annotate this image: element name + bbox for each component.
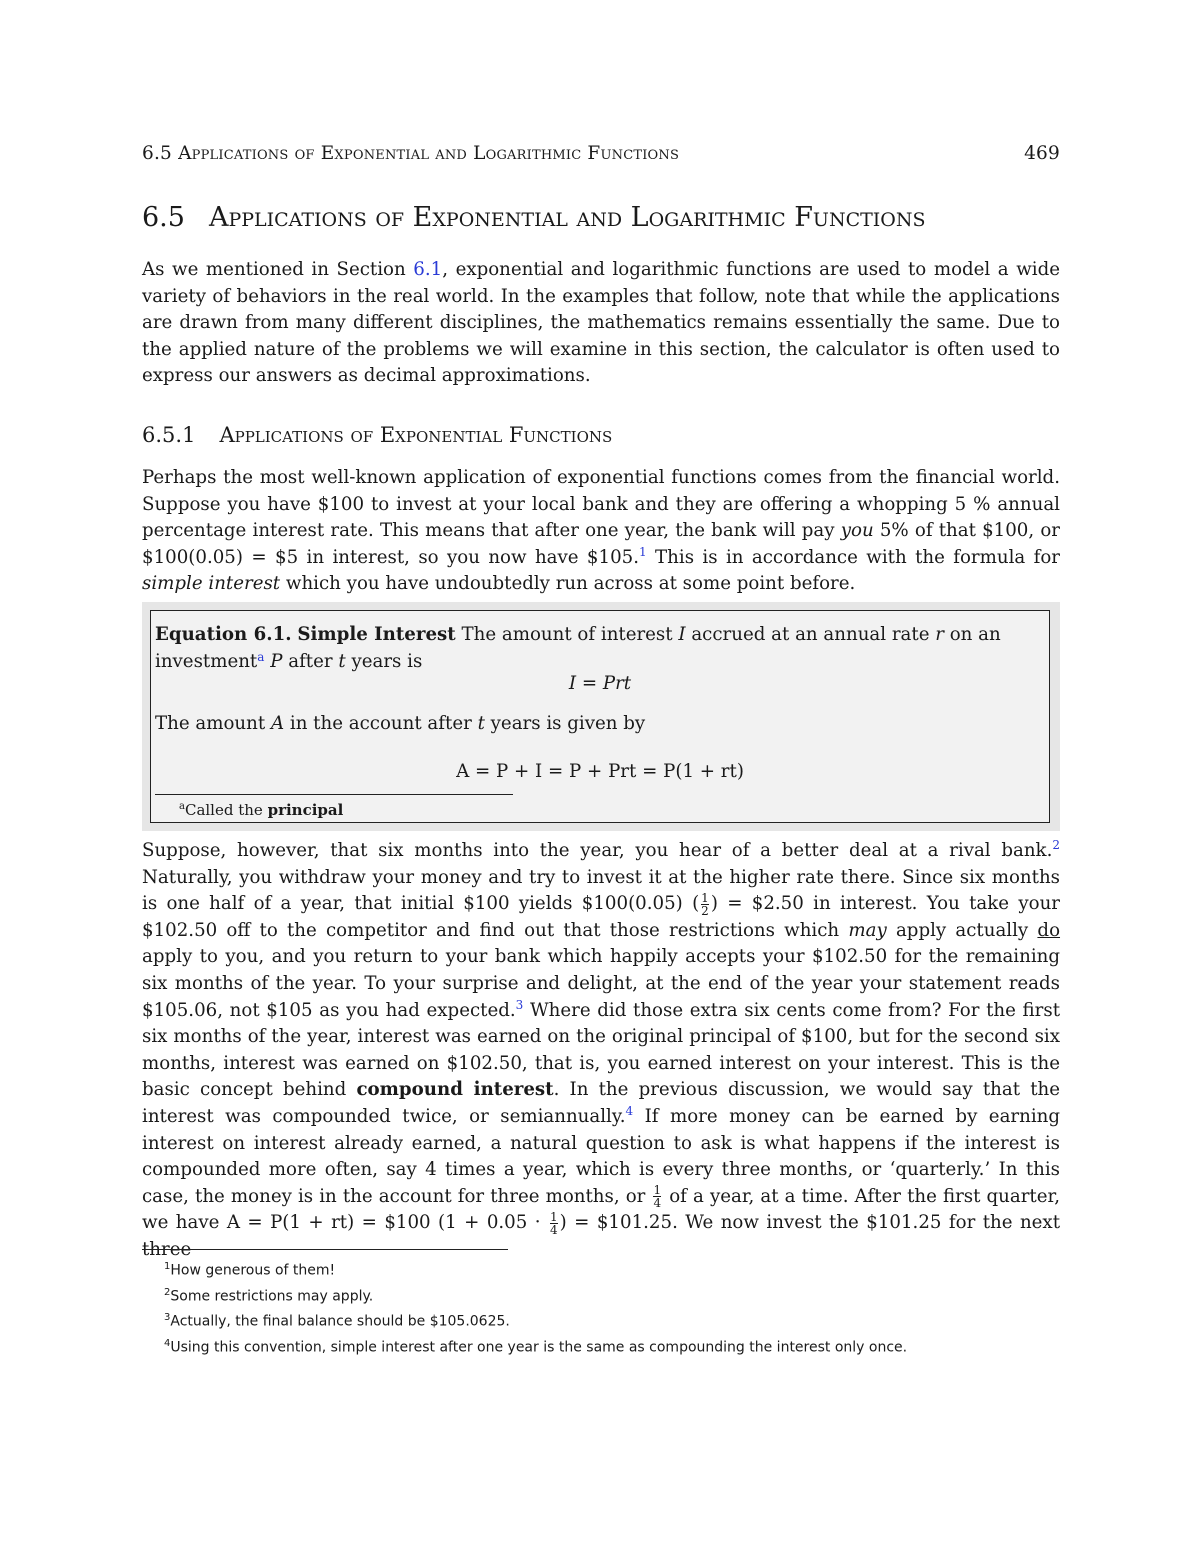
footnote-ref-2[interactable]: 2: [1052, 838, 1060, 852]
footnote-1: [164, 1256, 1060, 1282]
footnote-4-mark: 4: [164, 1337, 171, 1349]
p1-text-a: Perhaps the most well-known application of exponential functions comes from the financial world. Suppose you have $100 to invest at your local bank and they are offering a whopping 5 % annual percentage interest rate. This means that after one year, the bank will pay: [142, 467, 1060, 542]
box-footnote-rule: [155, 794, 513, 795]
box-footnote-ref[interactable]: a: [257, 650, 265, 664]
p2-s5: apply to you, and you return to your bank which happily accepts your $102.50 for the remaining six months of the year. To your surprise and delight, at the end of the year your statement reads $105.06, not $105 as you had expected.: [142, 946, 1060, 1021]
footnote-4-text: Using this convention, simple interest after one year is the same as compounding the interest only once.: [170, 1339, 908, 1356]
formula-amount: A = P + I = P + Prt = P(1 + rt): [456, 761, 744, 782]
p2-s10: . We now invest the $101.25 for the next three: [142, 1212, 1061, 1260]
eq-desc-1: The amount of interest: [455, 624, 679, 645]
subsection-title-text: Applications of Exponential Functions: [219, 423, 613, 447]
footnote-3: [164, 1307, 1060, 1333]
footnote-1-text: How generous of them!: [170, 1262, 336, 1279]
p2-s4: apply actually: [886, 919, 1038, 941]
equation-line-2: [155, 713, 645, 734]
intro-text-a: As we mentioned in Section: [142, 259, 414, 280]
eq-line2-c: years is given by: [484, 713, 646, 734]
footnote-2: [164, 1282, 1060, 1308]
subsection-title: [142, 423, 1060, 447]
footnote-2-text: Some restrictions may apply.: [170, 1288, 374, 1305]
p2-s8: If more money can be earned by earning interest on interest already earned, a natural question to ask is what happens if the interest is compounded more often, say 4 times a year, which is every three months, or ‘quarterly.’ In this case, the money is in the account for three months, or: [142, 1105, 1060, 1207]
footnotes: [142, 1256, 1060, 1359]
formula-simple-interest: I = Prt: [568, 673, 632, 694]
box-footnote-bold: principal: [267, 801, 344, 819]
eq-var-r: r: [935, 624, 944, 645]
eq-desc-2: accrued at an annual rate: [685, 624, 936, 645]
running-head: [142, 143, 1060, 164]
quarter2-denominator: 4: [550, 1222, 558, 1237]
footnote-ref-3[interactable]: 3: [515, 997, 524, 1012]
section-title-text: Applications of Exponential and Logarithmic Functions: [208, 202, 926, 233]
eq-line2-a: The amount: [155, 713, 271, 734]
eq-var-i: I: [678, 624, 686, 645]
p2-formula-a: A = P(1 + rt) = $100 (1 + 0.05 ·: [226, 1212, 548, 1234]
footnote-2-mark: 2: [164, 1286, 171, 1298]
equation-box-wrapper: [142, 602, 1060, 831]
eq-var-t-2: t: [477, 713, 485, 734]
footnote-ref-1[interactable]: 1: [639, 544, 647, 559]
box-footnote-text: Called the: [184, 801, 268, 819]
p1-text-b: 5% of that $100, or $100(0.05) = $5 in interest, so you now have $105.: [142, 520, 1060, 568]
quarter-numerator: 1: [653, 1183, 662, 1198]
p2-s2: Naturally, you withdraw your money and try to invest it at the higher rate there. Since six months is one half of a year, that initial $100 yields $100(0.05): [142, 866, 1060, 915]
footnote-1-mark: 1: [164, 1261, 171, 1272]
footnote-4: [164, 1333, 1060, 1359]
p2-may: may: [848, 919, 887, 941]
p2-s7: . In the previous discussion, we would say that the interest was compounded twice, or semiannually.: [142, 1079, 1060, 1127]
box-footnote-mark: a: [179, 801, 185, 812]
page-number: 469: [1024, 143, 1060, 164]
half-numerator: 1: [701, 890, 709, 905]
footnote-rule: [142, 1249, 508, 1250]
eq-line2-b: in the account after: [284, 713, 478, 734]
paren-close: ): [710, 893, 718, 915]
box-footnote: [179, 801, 343, 819]
eq-desc-5: years is: [345, 651, 423, 672]
section-number: 6.5: [142, 202, 185, 233]
paren-open: (: [692, 893, 700, 915]
footnote-ref-4[interactable]: 4: [625, 1103, 634, 1118]
fraction-half: [701, 892, 709, 917]
section-link[interactable]: 6.1: [413, 259, 443, 280]
eq-var-a: A: [270, 713, 285, 734]
p2-do: do: [1037, 919, 1061, 941]
subsection-number: 6.5.1: [142, 423, 196, 447]
footnote-3-mark: 3: [164, 1312, 171, 1324]
quarter-denominator: 4: [653, 1196, 662, 1211]
p1-text-d: which you have undoubtedly run across at some point before.: [280, 573, 856, 595]
p1-text-c: This is in accordance with the formula for: [646, 546, 1061, 568]
half-denominator: 2: [701, 903, 709, 918]
fraction-quarter: [653, 1184, 661, 1209]
equation-box: [150, 610, 1050, 823]
p1-you: you: [840, 520, 874, 542]
paragraph-1: [142, 465, 1060, 598]
p2-s9: of a year, at a time. After the first quarter, we have: [142, 1185, 1060, 1234]
p1-simple-interest: simple interest: [142, 573, 281, 595]
quarter2-numerator: 1: [550, 1209, 558, 1224]
fraction-quarter-2: [550, 1211, 558, 1236]
eq-var-p: P: [270, 651, 283, 672]
eq-var-t: t: [338, 651, 346, 672]
equation-label: Equation 6.1.: [155, 624, 292, 645]
intro-paragraph: [142, 257, 1060, 390]
p2-formula-b: ) = $101.25: [559, 1212, 673, 1234]
p2-compound-interest: compound interest: [356, 1079, 554, 1101]
section-title: [142, 202, 1060, 233]
running-head-title: 6.5 Applications of Exponential and Logarithmic Functions: [142, 143, 680, 164]
eq-desc-4: after: [282, 651, 339, 672]
p2-s1: Suppose, however, that six months into the year, you hear of a better deal at a rival bank.: [142, 840, 1053, 861]
eq-desc-3: on an investment: [155, 624, 1001, 672]
footnote-3-text: Actually, the final balance should be $105.0625.: [170, 1313, 510, 1330]
intro-text-b: , exponential and logarithmic functions are used to model a wide variety of behaviors in the real world. In the examples that follow, note that while the applications are drawn from many different disciplines, the mathematics remains essentially the same. Due to the applied nature of the problems we will examine in this section, the calculator is often used to express our answers as decimal approximations.: [142, 259, 1060, 387]
paragraph-2: [142, 838, 1060, 1264]
equation-name: Simple Interest: [297, 624, 456, 645]
p2-s3: = $2.50 in interest. You take your $102.50 off to the competitor and find out that those restrictions which: [142, 893, 1060, 941]
equation-header: [155, 621, 1045, 675]
p2-s6: Where did those extra six cents come from? For the first six months of the year, interest was earned on the original principal of $100, but for the second six months, interest was earned on $102.50, that is, you earned interest on your interest. This is the basic concept behind: [142, 999, 1061, 1101]
